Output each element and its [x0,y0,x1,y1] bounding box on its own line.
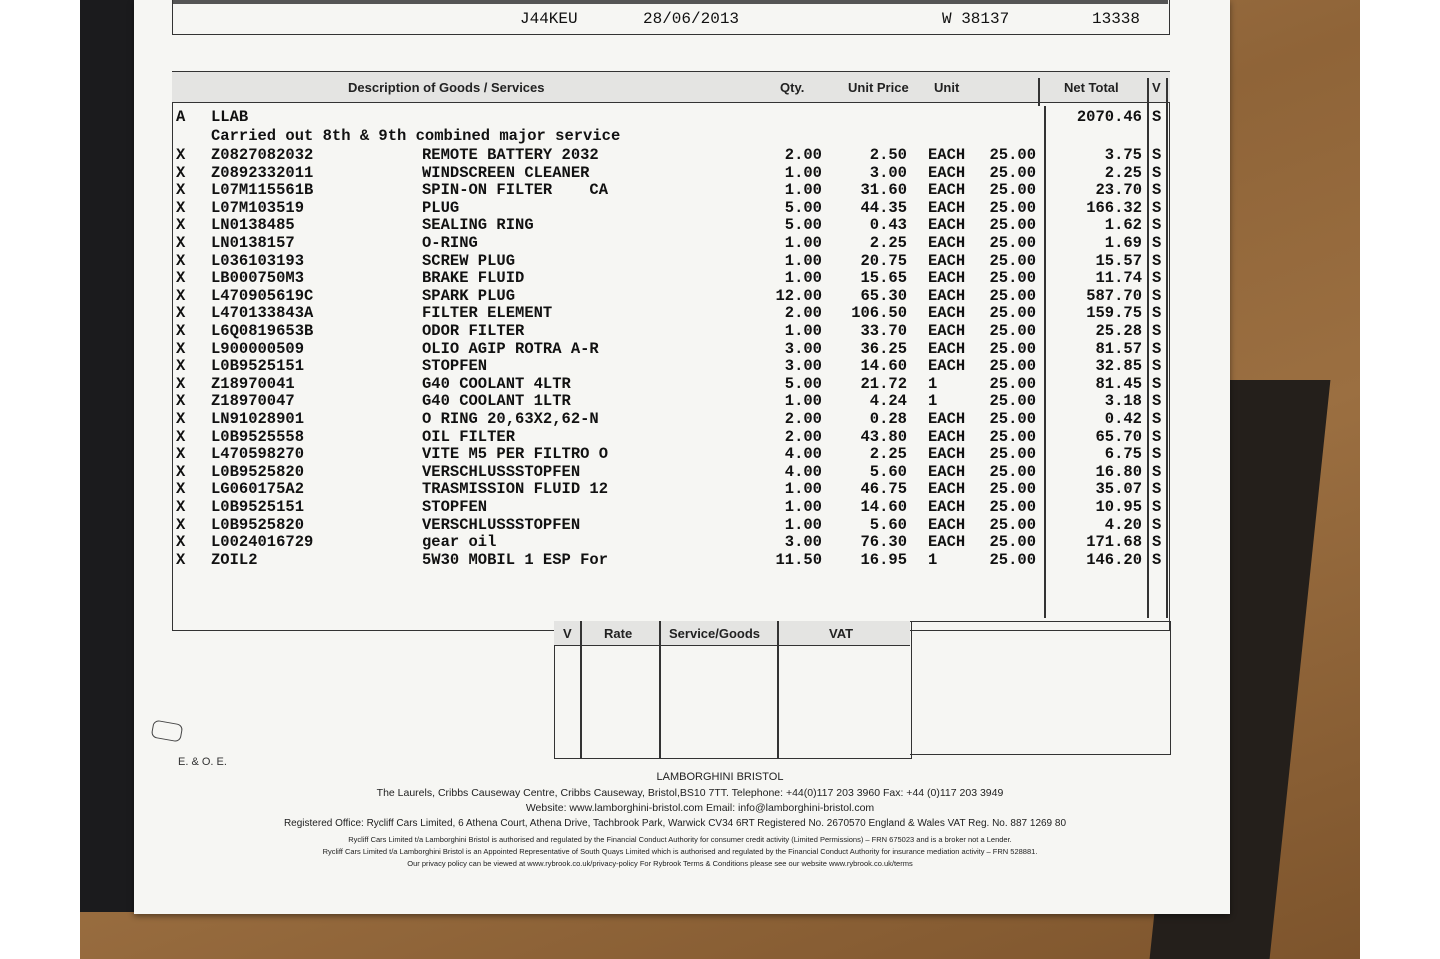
item-discount: 25.00 [989,374,1036,393]
item-description: STOPFEN [422,357,488,376]
item-qty: 3.00 [784,533,822,552]
item-unit-price: 2.50 [869,146,907,164]
item-net-total: 15.57 [1095,251,1142,270]
item-unit-price: 2.25 [869,234,907,252]
item-net-total: 3.18 [1104,392,1142,411]
item-part-number: L0B9525558 [211,427,305,446]
item-code: X [176,498,186,516]
item-net-total: 171.68 [1086,533,1142,552]
item-code: X [176,374,186,393]
item-net-total: 81.45 [1095,374,1142,393]
item-unit-price: 5.60 [869,515,907,534]
item-unit: 1 [928,374,938,393]
vat-col-v: V [563,626,572,641]
item-v: S [1152,515,1162,534]
item-code: X [176,462,186,481]
item-v: S [1152,322,1162,340]
reference: W 38137 [942,10,1010,28]
item-unit: 1 [928,392,938,411]
item-description: O-RING [422,234,478,252]
col-qty: Qty. [780,80,805,95]
item-description: O RING 20,63X2,62-N [422,410,599,428]
labour-row [0,108,1162,126]
item-description: PLUG [422,198,460,217]
item-unit: EACH [928,498,966,516]
labour-name: LLAB [211,108,249,126]
item-part-number: Z0892332011 [211,163,314,182]
item-part-number: L0B9525820 [211,515,305,534]
item-part-number: L6Q0819653B [211,322,314,340]
fca-note-2: Rycliff Cars Limited t/a Lamborghini Bristol is an Appointed Representative of South Quays Limited which is authorised and regulated by the Financial Conduct Authority for insurance mediation activity – FRN 528881. [322,847,1038,856]
item-qty: 1.00 [784,251,822,270]
item-unit: EACH [928,339,966,358]
item-discount: 25.00 [989,480,1036,499]
labour-v: S [1152,108,1162,126]
item-v: S [1152,374,1162,393]
company-web: Website: www.lamborghini-bristol.com Email: info@lamborghini-bristol.com [525,802,875,814]
item-net-total: 2.25 [1104,163,1142,182]
item-net-total: 1.62 [1104,216,1142,235]
item-description: WINDSCREEN CLEANER [422,163,590,182]
item-part-number: L0B9525820 [211,462,305,481]
item-net-total: 3.75 [1104,146,1142,164]
item-description: G40 COOLANT 4LTR [422,374,571,393]
item-v: S [1152,392,1162,411]
divider [659,621,661,759]
item-code: X [176,322,186,340]
item-qty: 4.00 [784,462,822,481]
item-description: VERSCHLUSSSTOPFEN [422,515,581,534]
item-code: X [176,410,186,428]
item-unit: EACH [928,251,966,270]
item-discount: 25.00 [989,515,1036,534]
totals-box [910,621,1171,755]
col-description: Description of Goods / Services [348,80,545,95]
item-code: X [176,304,186,323]
item-discount: 25.00 [989,533,1036,552]
item-net-total: 23.70 [1095,181,1142,200]
item-v: S [1152,146,1162,164]
item-net-total: 81.57 [1095,339,1142,358]
item-unit: EACH [928,515,966,534]
item-description: 5W30 MOBIL 1 ESP For [422,550,609,569]
item-qty: 1.00 [784,269,822,288]
item-code: X [176,357,186,376]
item-description: SPARK PLUG [422,286,516,305]
item-unit: EACH [928,357,966,376]
items-table-header [172,72,1170,103]
item-code: X [176,392,186,411]
labour-note-row [0,127,621,145]
item-description: TRASMISSION FLUID 12 [422,480,609,499]
item-net-total: 35.07 [1095,480,1142,499]
item-part-number: Z18970047 [211,392,295,411]
item-net-total: 11.74 [1095,269,1142,288]
item-discount: 25.00 [989,410,1036,428]
item-part-number: L470133843A [211,304,314,323]
item-code: X [176,427,186,446]
item-net-total: 146.20 [1086,550,1142,569]
divider [1166,78,1168,618]
divider [1044,106,1046,618]
item-qty: 2.00 [784,427,822,446]
item-description: FILTER ELEMENT [422,304,553,323]
item-qty: 1.00 [784,181,822,200]
item-v: S [1152,410,1162,428]
item-net-total: 159.75 [1086,304,1142,323]
item-part-number: L0B9525151 [211,498,305,516]
item-description: REMOTE BATTERY 2032 [422,146,599,164]
item-v: S [1152,445,1162,464]
item-unit-price: 5.60 [869,462,907,481]
item-unit-price: 14.60 [860,498,907,516]
fca-note-1: Rycliff Cars Limited t/a Lamborghini Bristol is authorised and regulated by the Financial Conduct Authority for consumer credit activity (Limited Permissions) – FRN 675023 and is a broker not a Lender. [348,835,1012,844]
item-unit: EACH [928,198,966,217]
item-unit-price: 36.25 [860,339,907,358]
item-code: X [176,515,186,534]
item-v: S [1152,357,1162,376]
item-discount: 25.00 [989,304,1036,323]
item-code: X [176,163,186,182]
item-v: S [1152,269,1162,288]
item-v: S [1152,198,1162,217]
item-net-total: 587.70 [1086,286,1142,305]
item-v: S [1152,304,1162,323]
item-code: X [176,269,186,288]
item-unit-price: 46.75 [860,480,907,499]
item-qty: 5.00 [784,216,822,235]
item-unit: EACH [928,533,966,552]
item-discount: 25.00 [989,322,1036,340]
divider [1038,78,1040,106]
item-unit-price: 0.43 [869,216,907,235]
item-unit-price: 3.00 [869,163,907,182]
item-part-number: Z18970041 [211,374,295,393]
item-unit-price: 4.24 [869,392,907,411]
item-part-number: L0B9525151 [211,357,305,376]
item-qty: 1.00 [784,392,822,411]
item-description: SEALING RING [422,216,534,235]
item-unit: EACH [928,427,966,446]
item-unit-price: 15.65 [860,269,907,288]
item-qty: 1.00 [784,498,822,516]
item-part-number: LG060175A2 [211,480,305,499]
item-part-number: L0024016729 [211,533,314,552]
item-net-total: 4.20 [1104,515,1142,534]
item-part-number: L07M115561B [211,181,314,200]
item-qty: 1.00 [784,163,822,182]
item-description: STOPFEN [422,498,488,516]
item-discount: 25.00 [989,181,1036,200]
item-unit-price: 43.80 [860,427,907,446]
item-unit-price: 14.60 [860,357,907,376]
item-description: BRAKE FLUID [422,269,525,288]
item-discount: 25.00 [989,216,1036,235]
item-part-number: L900000509 [211,339,305,358]
item-description: ODOR FILTER [422,322,525,340]
divider [777,621,779,759]
item-qty: 5.00 [784,198,822,217]
item-description: G40 COOLANT 1LTR [422,392,571,411]
item-v: S [1152,550,1162,569]
company-name: LAMBORGHINI BRISTOL [656,771,784,783]
item-description: VERSCHLUSSSTOPFEN [422,462,581,481]
item-part-number: LN91028901 [211,410,305,428]
item-qty: 2.00 [784,410,822,428]
privacy-note: Our privacy policy can be viewed at www.rybrook.co.uk/privacy-policy For Rybrook Terms & Conditions please see our website www.rybrook.co.uk/terms [407,859,913,868]
item-qty: 5.00 [784,374,822,393]
item-code: X [176,251,186,270]
item-part-number: LB000750M3 [211,269,305,288]
item-qty: 1.00 [784,322,822,340]
labour-net: 2070.46 [1076,108,1142,126]
col-unit: Unit [934,80,960,95]
item-part-number: L036103193 [211,251,305,270]
item-code: X [176,445,186,464]
vat-col-vat: VAT [829,626,854,641]
item-description: SCREW PLUG [422,251,516,270]
item-qty: 2.00 [784,146,822,164]
item-qty: 2.00 [784,304,822,323]
item-v: S [1152,533,1162,552]
item-unit: EACH [928,462,966,481]
item-v: S [1152,427,1162,446]
item-discount: 25.00 [989,251,1036,270]
item-unit-price: 31.60 [860,181,907,200]
item-unit-price: 16.95 [860,550,907,569]
item-discount: 25.00 [989,234,1036,252]
item-net-total: 25.28 [1095,322,1142,340]
item-discount: 25.00 [989,462,1036,481]
vat-col-service-goods: Service/Goods [669,626,761,641]
item-discount: 25.00 [989,445,1036,464]
item-unit-price: 33.70 [860,322,907,340]
item-discount: 25.00 [989,498,1036,516]
item-description: OIL FILTER [422,427,516,446]
item-code: X [176,234,186,252]
item-v: S [1152,498,1162,516]
item-discount: 25.00 [989,392,1036,411]
col-unit-price: Unit Price [848,80,909,95]
item-code: X [176,550,186,569]
item-qty: 11.50 [775,550,822,569]
item-qty: 4.00 [784,445,822,464]
divider [580,621,582,759]
item-code: X [176,533,186,552]
eoe-note: E. & O. E. [178,756,227,768]
item-v: S [1152,181,1162,200]
item-unit: EACH [928,163,966,182]
item-unit-price: 2.25 [869,445,907,464]
item-v: S [1152,286,1162,305]
invoice-date: 28/06/2013 [643,10,740,28]
item-description: VITE M5 PER FILTRO O [422,445,609,464]
item-qty: 1.00 [784,480,822,499]
item-part-number: ZOIL2 [211,550,258,569]
item-description: OLIO AGIP ROTRA A-R [422,339,599,358]
item-net-total: 166.32 [1086,198,1142,217]
item-code: X [176,480,186,499]
item-unit: EACH [928,286,966,305]
item-discount: 25.00 [989,339,1036,358]
item-qty: 1.00 [784,234,822,252]
item-qty: 3.00 [784,339,822,358]
item-discount: 25.00 [989,146,1036,164]
item-discount: 25.00 [989,163,1036,182]
labour-note: Carried out 8th & 9th combined major service [211,127,621,145]
item-part-number: LN0138485 [211,216,295,235]
item-qty: 1.00 [784,515,822,534]
item-v: S [1152,216,1162,235]
item-part-number: L470905619C [211,286,314,305]
item-description: gear oil [422,533,497,552]
divider [1147,78,1149,618]
item-unit-price: 20.75 [860,251,907,270]
item-part-number: Z0827082032 [211,146,314,164]
item-net-total: 32.85 [1095,357,1142,376]
item-description: SPIN-ON FILTER CA [422,181,609,200]
item-net-total: 6.75 [1104,445,1142,464]
item-unit: 1 [928,550,938,569]
company-address: The Laurels, Cribbs Causeway Centre, Cribbs Causeway, Bristol,BS10 7TT. Telephone: +44(0)117 203 3960 Fax: +44 (0)117 203 3949 [376,787,1004,799]
item-discount: 25.00 [989,427,1036,446]
item-v: S [1152,480,1162,499]
item-qty: 3.00 [784,357,822,376]
item-net-total: 16.80 [1095,462,1142,481]
item-part-number: LN0138157 [211,234,295,252]
item-qty: 12.00 [775,286,822,305]
item-unit: EACH [928,181,966,200]
item-unit: EACH [928,146,966,164]
item-unit-price: 106.50 [851,304,907,323]
mileage: 13338 [1092,10,1141,28]
item-unit: EACH [928,410,966,428]
item-unit: EACH [928,445,966,464]
item-unit-price: 21.72 [860,374,907,393]
item-v: S [1152,339,1162,358]
item-unit: EACH [928,234,966,252]
item-net-total: 1.69 [1104,234,1142,252]
item-net-total: 0.42 [1104,410,1142,428]
item-code: X [176,146,186,164]
registered-office: Registered Office: Rycliff Cars Limited, 6 Athena Court, Athena Drive, Tachbrook Park, Warwick CV34 6RT Registered No. 2670570 England & Wales VAT Reg. No. 887 1269 80 [283,818,1067,829]
item-discount: 25.00 [989,269,1036,288]
registration: J44KEU [520,10,578,28]
item-net-total: 65.70 [1095,427,1142,446]
item-unit-price: 76.30 [860,533,907,552]
item-v: S [1152,234,1162,252]
item-discount: 25.00 [989,357,1036,376]
item-unit: EACH [928,269,966,288]
item-discount: 25.00 [989,550,1036,569]
item-code: X [176,198,186,217]
item-unit: EACH [928,480,966,499]
item-part-number: L07M103519 [211,198,305,217]
item-code: X [176,216,186,235]
item-discount: 25.00 [989,198,1036,217]
labour-code: A [176,108,186,126]
item-unit-price: 44.35 [860,198,907,217]
col-net-total: Net Total [1064,80,1119,95]
item-v: S [1152,462,1162,481]
item-unit: EACH [928,322,966,340]
item-unit: EACH [928,216,966,235]
item-code: X [176,181,186,200]
item-code: X [176,286,186,305]
item-v: S [1152,251,1162,270]
item-discount: 25.00 [989,286,1036,305]
item-part-number: L470598270 [211,445,305,464]
item-unit-price: 65.30 [860,286,907,305]
item-unit: EACH [928,304,966,323]
item-code: X [176,339,186,358]
item-net-total: 10.95 [1095,498,1142,516]
item-v: S [1152,163,1162,182]
col-v: V [1152,80,1161,95]
vat-col-rate: Rate [604,626,633,641]
item-unit-price: 0.28 [869,410,907,428]
